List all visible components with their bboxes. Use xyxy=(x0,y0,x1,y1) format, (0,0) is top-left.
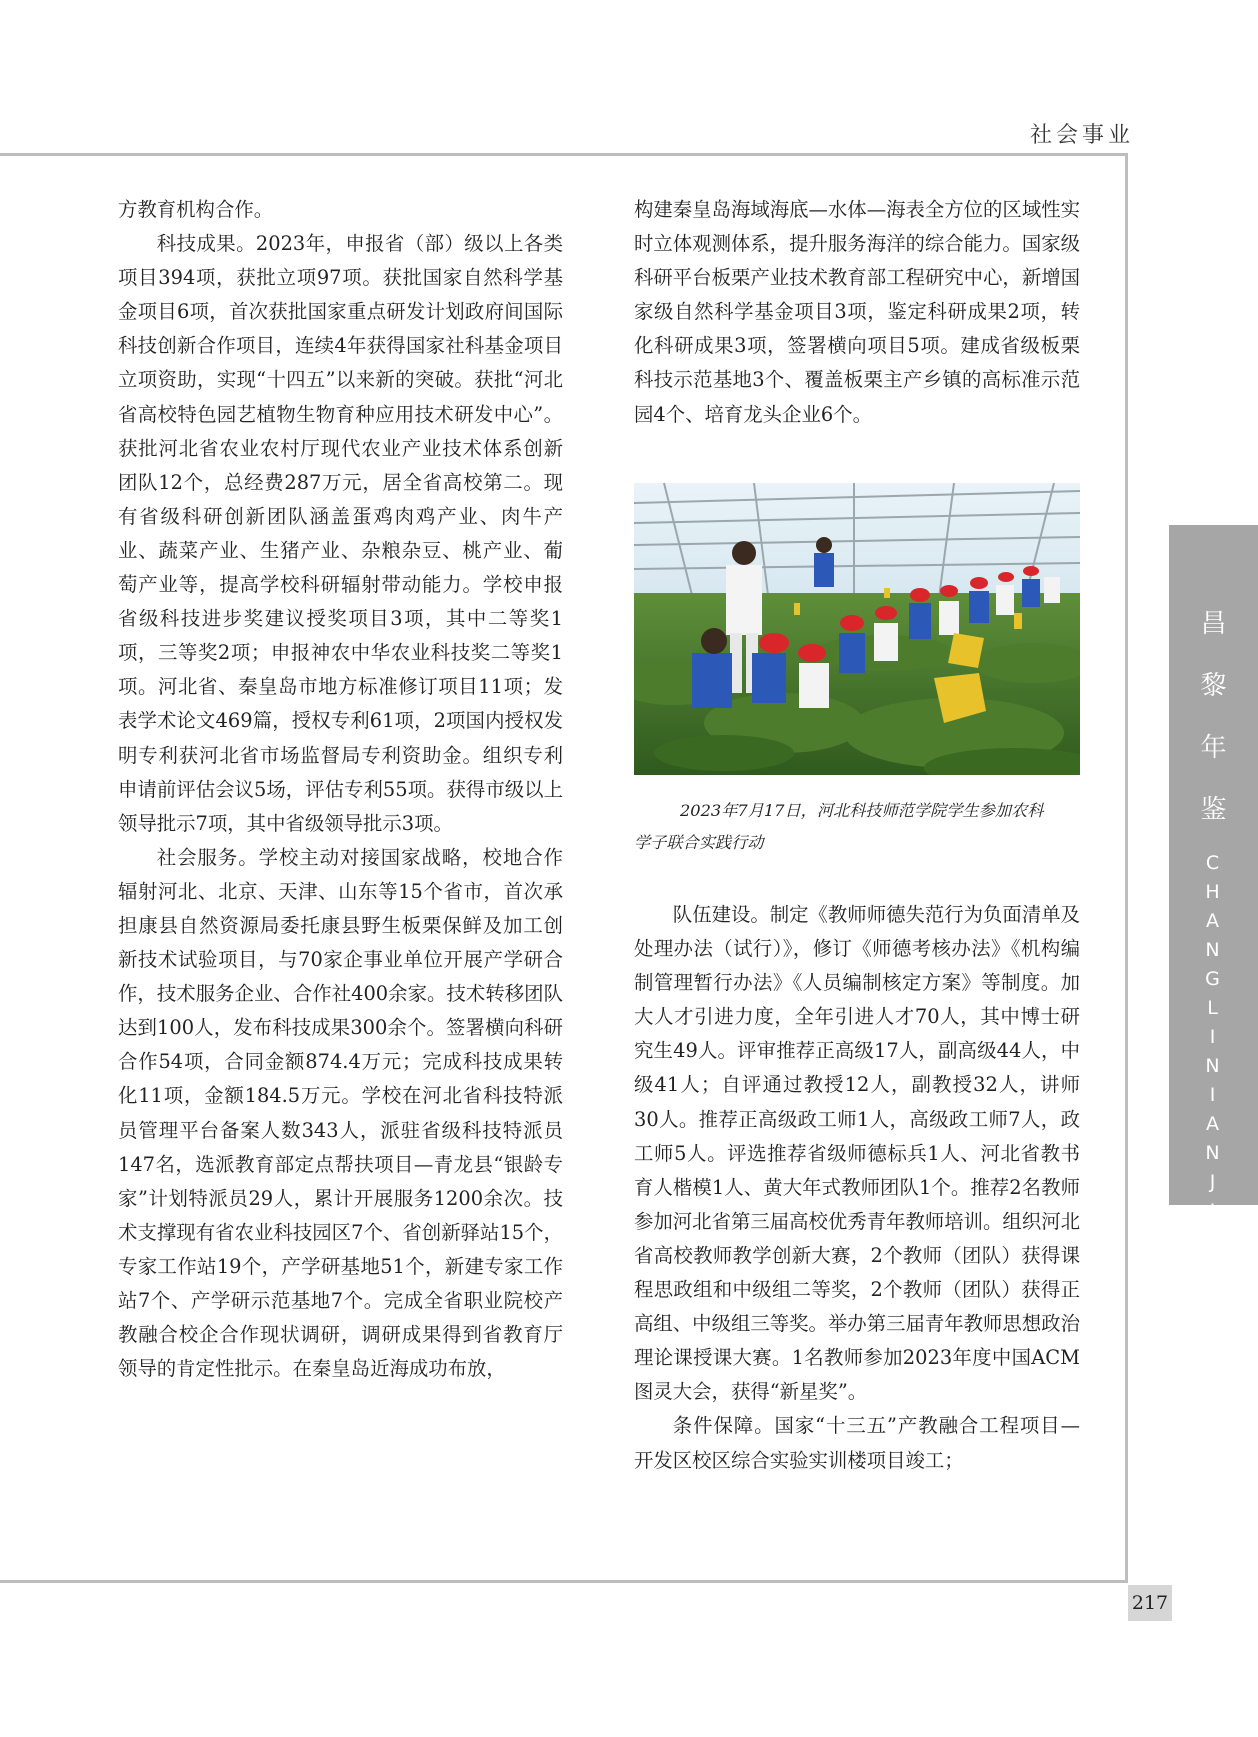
side-tab-char: 黎 xyxy=(1200,671,1227,701)
side-tab-letter: I xyxy=(1209,1084,1218,1106)
page-number: 217 xyxy=(1128,1585,1172,1621)
right-column-top xyxy=(634,193,1080,432)
right-column-bottom xyxy=(634,898,1080,1478)
photo-caption-line: 学子联合实践行动 xyxy=(634,833,764,852)
side-tab-letter: A xyxy=(1206,1229,1221,1251)
side-tab-letter: H xyxy=(1205,881,1222,903)
side-tab-chinese-title xyxy=(1199,593,1229,841)
greenhouse-photo xyxy=(634,483,1080,775)
photo-caption xyxy=(634,795,1080,859)
frame-right-rule xyxy=(1125,153,1128,1583)
paragraph-team-building: 队伍建设。制定《教师师德失范行为负面清单及处理办法（试行）》，修订《师德考核办法》《机构编制管理暂行办法》《人员编制核定方案》等制度。加大人才引进力度，全年引进人才70人，其中博士研究生49人。评审推荐正高级17人，副高级44人，中级41人；自评通过教授12人，副教授32人，讲师30人。推荐正高级政工师1人，高级政工师7人，政工师5人。评选推荐省级师德标兵1人、河北省教书育人楷模1人、黄大年式教师团队1个。推荐2名教师参加河北省第三届高校优秀青年教师培训。组织河北省高校教师教学创新大赛，2个教师（团队）获得课程思政组和中级组二等奖，2个教师（团队）获得正高组、中级组三等奖。举办第三届青年教师思想政治理论课授课大赛。1名教师参加2023年度中国ACM图灵大会，获得“新星奖”。 xyxy=(634,903,1080,1404)
paragraph-continuation: 方教育机构合作。 xyxy=(118,198,274,221)
section-header: 社会事业 xyxy=(1030,123,1135,148)
side-tab-letter: N xyxy=(1205,1258,1222,1280)
side-tab-letter: A xyxy=(1206,910,1221,932)
side-tab-char: 年 xyxy=(1200,733,1227,763)
side-tab-letter: G xyxy=(1205,968,1222,990)
side-tab-letter: N xyxy=(1205,939,1222,961)
side-tab-letter: I xyxy=(1209,1200,1218,1222)
side-tab xyxy=(1169,525,1258,1280)
side-tab-letter: N xyxy=(1205,1142,1222,1164)
left-column xyxy=(118,193,563,1386)
frame-top-rule xyxy=(0,153,1128,156)
side-tab-letter: I xyxy=(1209,1026,1218,1048)
side-tab-char: 昌 xyxy=(1200,609,1227,639)
paragraph-ocean-observation: 构建秦皇岛海域海底—水体—海表全方位的区域性实时立体观测体系，提升服务海洋的综合能力。国家级科研平台板栗产业技术教育部工程研究中心，新增国家级自然科学基金项目3项，鉴定科研成果2项，转化科研成果3项，签署横向项目5项。建成省级板栗科技示范基地3个、覆盖板栗主产乡镇的高标准示范园4个、培育龙头企业6个。 xyxy=(634,198,1080,426)
side-tab-letter: C xyxy=(1205,852,1222,874)
greenhouse-photo-image xyxy=(634,483,1080,775)
side-tab-pinyin xyxy=(1202,849,1226,1284)
frame-bottom-rule xyxy=(0,1580,1128,1583)
paragraph-social-service: 社会服务。学校主动对接国家战略，校地合作辐射河北、北京、天津、山东等15个省市，首次承担康县自然资源局委托康县野生板栗保鲜及加工创新技术试验项目，与70家企事业单位开展产学研合作，技术服务企业、合作社400余家。技术转移团队达到100人，发布科技成果300余个。签署横向科研合作54项，合同金额874.4万元；完成科技成果转化11项，金额184.5万元。学校在河北省科技特派员管理平台备案人数343人，派驻省级科技特派员147名，选派教育部定点帮扶项目—青龙县“银龄专家”计划特派员29人，累计开展服务1200余次。技术支撑现有省农业科技园区7个、省创新驿站15个，专家工作站19个，产学研基地51个，新建专家工作站7个、产学研示范基地7个。完成全省职业院校产教融合校企合作现状调研，调研成果得到省教育厅领导的肯定性批示。在秦皇岛近海成功布放， xyxy=(118,845,563,1381)
side-tab-letter: L xyxy=(1207,997,1220,1019)
side-tab-letter: A xyxy=(1206,1113,1221,1135)
side-tab-letter: N xyxy=(1205,1055,1222,1077)
paragraph-research-achievements: 科技成果。2023年，申报省（部）级以上各类项目394项，获批立项97项。获批国家自然科学基金项目6项，首次获批国家重点研发计划政府间国际科技创新合作项目，连续4年获得国家社科基金项目立项资助，实现“十四五”以来新的突破。获批“河北省高校特色园艺植物生物育种应用技术研发中心”。获批河北省农业农村厅现代农业产业技术体系创新团队12个，总经费287万元，居全省高校第二。现有省级科研创新团队涵盖蛋鸡肉鸡产业、肉牛产业、蔬菜产业、生猪产业、杂粮杂豆、桃产业、葡萄产业等，提高学校科研辐射带动能力。学校申报省级科技进步奖建议授奖项目3项，其中二等奖1项，三等奖2项；申报神农中华农业科技奖二等奖1项。河北省、秦皇岛市地方标准修订项目11项；发表学术论文469篇，授权专利61项，2项国内授权发明专利获河北省市场监督局专利资助金。组织专利申请前评估会议5场，评估专利55项。获得市级以上领导批示7项，其中省级领导批示3项。 xyxy=(118,232,563,835)
photo-caption-line: 2023年7月17日，河北科技师范学院学生参加农科 xyxy=(680,801,1044,820)
side-tab-char: 鉴 xyxy=(1200,795,1227,825)
paragraph-facilities: 条件保障。国家“十三五”产教融合工程项目—开发区校区综合实验实训楼项目竣工； xyxy=(634,1414,1080,1472)
side-tab-letter: J xyxy=(1209,1171,1218,1193)
